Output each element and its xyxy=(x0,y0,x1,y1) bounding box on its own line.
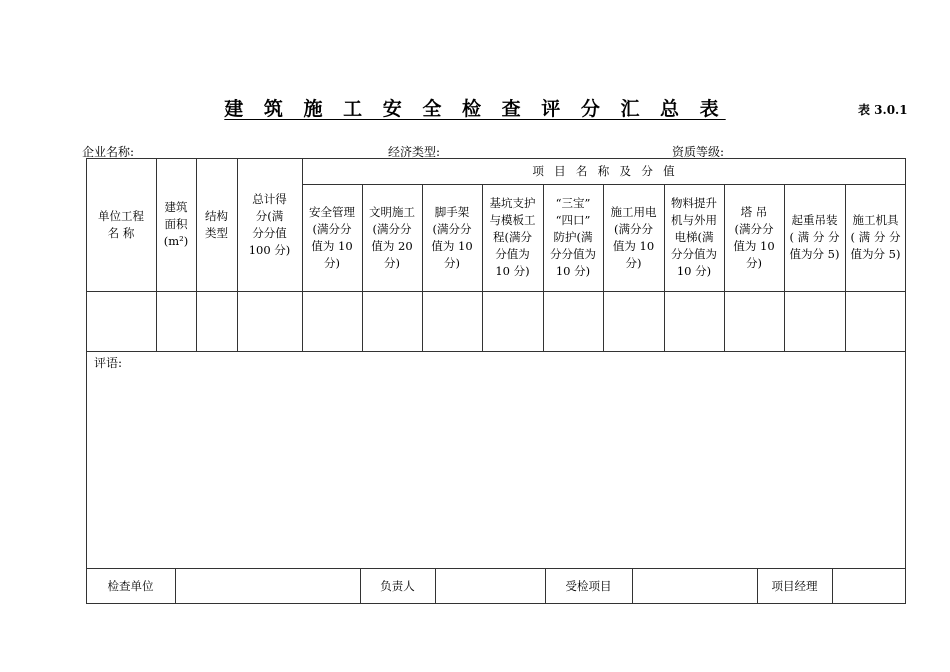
header-item-three-treasures: “三宝” “四口” 防护(满 分分值为 10 分) xyxy=(550,196,596,278)
header-total-score: 总计得 分(满 分分值 100 分) xyxy=(248,191,291,257)
company-name-label: 企业名称: xyxy=(82,145,135,159)
form-title-text: 建 筑 施 工 安 全 检 查 评 分 汇 总 表 xyxy=(224,98,726,120)
footer-person-in-charge-field[interactable] xyxy=(435,568,545,604)
economy-type-label: 经济类型: xyxy=(388,145,441,159)
footer-project-manager-label: 项目经理 xyxy=(771,578,818,593)
comment-area[interactable] xyxy=(86,370,906,568)
form-title xyxy=(0,94,950,121)
header-item-civilized-construction: 文明施工 (满分分 值为 20 分) xyxy=(369,204,415,270)
header-structure-type: 结构 类型 xyxy=(205,208,228,240)
data-cell-unit-project[interactable] xyxy=(86,291,156,351)
footer-person-in-charge-label: 负责人 xyxy=(380,578,415,593)
footer-inspected-project-field[interactable] xyxy=(632,568,757,604)
header-item-group-title: 项 目 名 称 及 分 值 xyxy=(532,163,676,178)
table-number: 表 3.0.1 xyxy=(858,103,908,117)
header-unit-project: 单位工程 名 称 xyxy=(98,208,144,240)
data-cell-structure[interactable] xyxy=(196,291,237,351)
header-item-foundation-formwork: 基坑支护 与模板工 程(满分 分值为 10 分) xyxy=(489,196,536,278)
footer-inspect-unit-label: 检查单位 xyxy=(107,578,154,593)
footer-project-manager-field[interactable] xyxy=(832,568,906,604)
data-cell-area[interactable] xyxy=(156,291,196,351)
header-item-safety-management: 安全管理 (满分分 值为 10 分) xyxy=(309,204,355,270)
header-item-hoist-elevator: 物料提升 机与外用 电梯(满 分分值为 10 分) xyxy=(671,196,717,278)
data-cell-total-score[interactable] xyxy=(237,291,302,351)
header-item-tower-crane: 塔 吊 (满分分 值为 10 分) xyxy=(733,204,775,270)
header-item-construction-electricity: 施工用电 (满分分 值为 10 分) xyxy=(610,204,657,270)
row-divider-data xyxy=(86,351,906,352)
header-item-construction-machinery: 施工机具 ( 满 分 分 值为分 5) xyxy=(850,213,901,261)
footer-inspected-project-label: 受检项目 xyxy=(565,578,612,593)
header-building-area: 建筑 面积 (m²) xyxy=(163,200,189,248)
qualification-label: 资质等级: xyxy=(672,145,725,159)
header-item-lifting: 起重吊装 ( 满 分 分 值为分 5) xyxy=(789,213,840,261)
footer-inspect-unit-field[interactable] xyxy=(175,568,360,604)
header-item-scaffold: 脚手架 (满分分 值为 10 分) xyxy=(431,204,473,270)
comment-label: 评语: xyxy=(94,356,123,370)
